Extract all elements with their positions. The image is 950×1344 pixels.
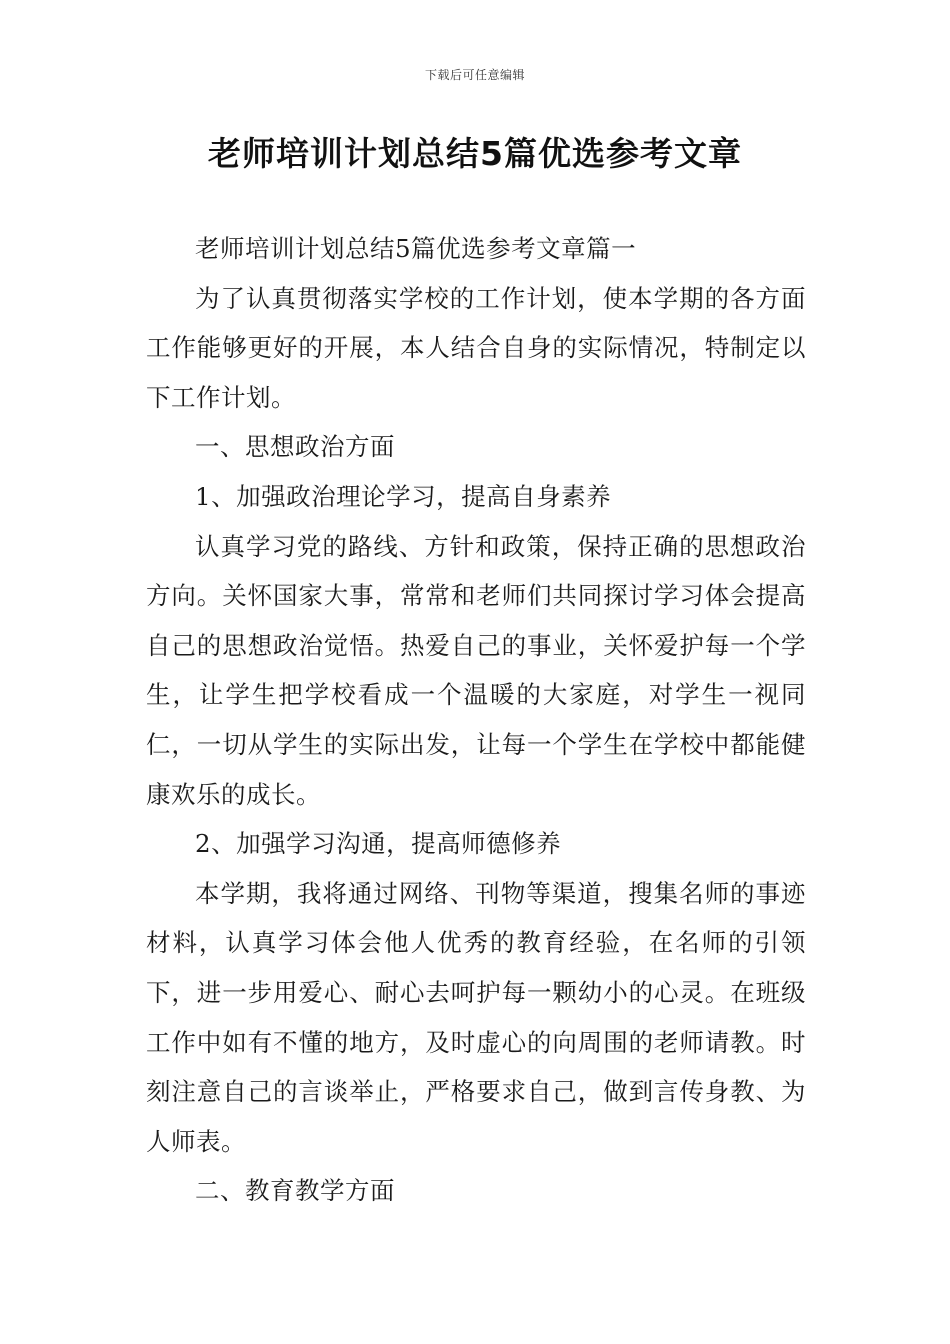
body-paragraph: 本学期，我将通过网络、刊物等渠道，搜集名师的事迹材料，认真学习体会他人优秀的教育经验，在名师的引领下，进一步用爱心、耐心去呵护每一颗幼小的心灵。在班级工作中如有不懂的地方，及时虚心的向周围的老师请教。时刻注意自己的言谈举止，严格要求自己，做到言传身教、为人师表。: [146, 878, 806, 1156]
header-note: 下载后可任意编辑: [424, 68, 525, 82]
intro-paragraph: 为了认真贯彻落实学校的工作计划，使本学期的各方面工作能够更好的开展，本人结合自身的实际情况，特制定以下工作计划。: [146, 283, 806, 412]
body-paragraph: 认真学习党的路线、方针和政策，保持正确的思想政治方向。关怀国家大事，常常和老师们共同探讨学习体会提高自己的思想政治觉悟。热爱自己的事业，关怀爱护每一个学生，让学生把学校看成一个温暖的大家庭，对学生一视同仁，一切从学生的实际出发，让每一个学生在学校中都能健康欢乐的成长。: [146, 531, 806, 809]
document-body: [146, 224, 806, 1216]
subsection-heading: 2、加强学习沟通，提高师德修养: [195, 829, 562, 859]
section-heading: 一、思想政治方面: [195, 432, 395, 462]
subsection-heading: 1、加强政治理论学习，提高自身素养: [195, 481, 612, 511]
section-heading: 二、教育教学方面: [195, 1176, 395, 1206]
section-heading: 老师培训计划总结5篇优选参考文章篇一: [195, 234, 637, 263]
document-title: 老师培训计划总结5篇优选参考文章: [208, 134, 742, 173]
